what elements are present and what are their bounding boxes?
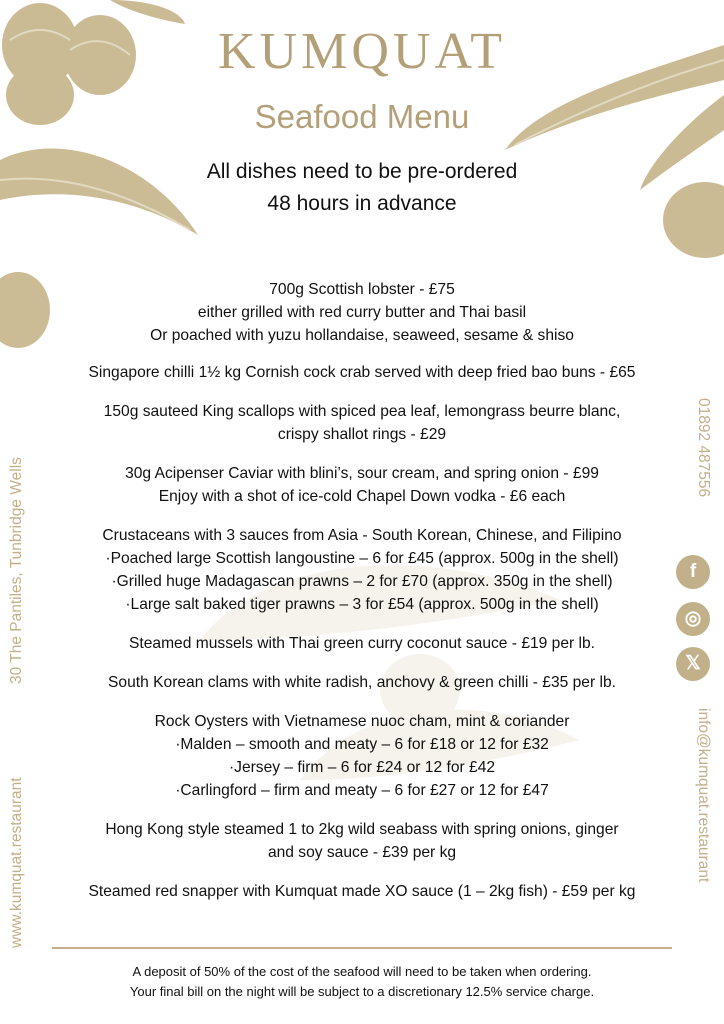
email-link[interactable]: info@kumquat.restaurant xyxy=(695,708,712,883)
website-link[interactable]: www.kumquat.restaurant xyxy=(8,777,25,948)
menu-item-lobster xyxy=(40,278,684,347)
menu-item-line: Enjoy with a shot of ice-cold Chapel Down vodka - £6 each xyxy=(158,488,566,505)
menu-title: Seafood Menu xyxy=(254,98,470,135)
menu-item-line: Or poached with yuzu hollandaise, seaweed, sesame & shiso xyxy=(150,327,574,344)
menu-item-line: 150g sauteed King scallops with spiced pea leaf, lemongrass beurre blanc, xyxy=(103,403,621,420)
menu-item-oysters xyxy=(40,710,684,802)
facebook-icon[interactable]: f xyxy=(676,555,710,589)
menu-item-crab xyxy=(40,361,684,384)
menu-item-line: and soy sauce - £39 per kg xyxy=(267,844,457,861)
menu-item-seabass xyxy=(40,818,684,864)
menu-item-crustaceans xyxy=(40,524,684,616)
preorder-notice xyxy=(0,156,724,220)
menu-list xyxy=(40,278,684,903)
menu-item-line: 700g Scottish lobster - £75 xyxy=(269,281,455,298)
footer-line: A deposit of 50% of the cost of the seafood will need to be taken when ordering. xyxy=(132,964,592,979)
footer-line: Your final bill on the night will be subject to a discretionary 12.5% service charge. xyxy=(129,984,595,999)
menu-item-scallops xyxy=(40,400,684,446)
menu-item-line: ·Grilled huge Madagascan prawns – 2 for £70 (approx. 350g in the shell) xyxy=(111,573,613,590)
notice-line: All dishes need to be pre-ordered xyxy=(206,160,518,183)
menu-item-line: South Korean clams with white radish, anchovy & green chilli - £35 per lb. xyxy=(108,674,616,691)
menu-item-line: crispy shallot rings - £29 xyxy=(277,426,447,443)
menu-item-line: 30g Acipenser Caviar with blini’s, sour cream, and spring onion - £99 xyxy=(125,465,599,482)
footer-divider xyxy=(52,947,672,949)
menu-item-line: Steamed mussels with Thai green curry coconut sauce - £19 per lb. xyxy=(128,635,596,652)
address-text: 30 The Pantiles, Tunbridge Wells xyxy=(8,457,25,684)
menu-item-clams xyxy=(40,671,684,694)
menu-item-line: Singapore chilli 1½ kg Cornish cock crab served with deep fried bao buns - £65 xyxy=(88,364,636,381)
menu-item-mussels xyxy=(40,632,684,655)
notice-line: 48 hours in advance xyxy=(267,192,457,215)
x-icon[interactable]: 𝕏 xyxy=(676,647,710,681)
menu-item-line: Steamed red snapper with Kumquat made XO sauce (1 – 2kg fish) - £59 per kg xyxy=(88,883,636,900)
menu-item-line: either grilled with red curry butter and Thai basil xyxy=(197,304,527,321)
menu-item-line: ·Poached large Scottish langoustine – 6 for £45 (approx. 500g in the shell) xyxy=(105,550,619,567)
menu-item-line: Rock Oysters with Vietnamese nuoc cham, mint & coriander xyxy=(154,713,570,730)
footer-note xyxy=(0,962,724,1002)
menu-item-line: ·Large salt baked tiger prawns – 3 for £54 (approx. 500g in the shell) xyxy=(125,596,599,613)
instagram-icon[interactable]: ◎ xyxy=(676,602,710,636)
menu-item-snapper xyxy=(40,880,684,903)
menu-item-caviar xyxy=(40,462,684,508)
phone-number[interactable]: 01892 487556 xyxy=(695,398,712,498)
menu-item-line: Hong Kong style steamed 1 to 2kg wild seabass with spring onions, ginger xyxy=(105,821,619,838)
menu-item-line: Crustaceans with 3 sauces from Asia - South Korean, Chinese, and Filipino xyxy=(102,527,622,544)
menu-item-line: ·Malden – smooth and meaty – 6 for £18 or 12 for £32 xyxy=(175,736,549,753)
restaurant-brand: KUMQUAT xyxy=(218,23,506,80)
menu-item-line: ·Jersey – firm – 6 for £24 or 12 for £42 xyxy=(228,759,496,776)
menu-item-line: ·Carlingford – firm and meaty – 6 for £27 or 12 for £47 xyxy=(175,782,549,799)
